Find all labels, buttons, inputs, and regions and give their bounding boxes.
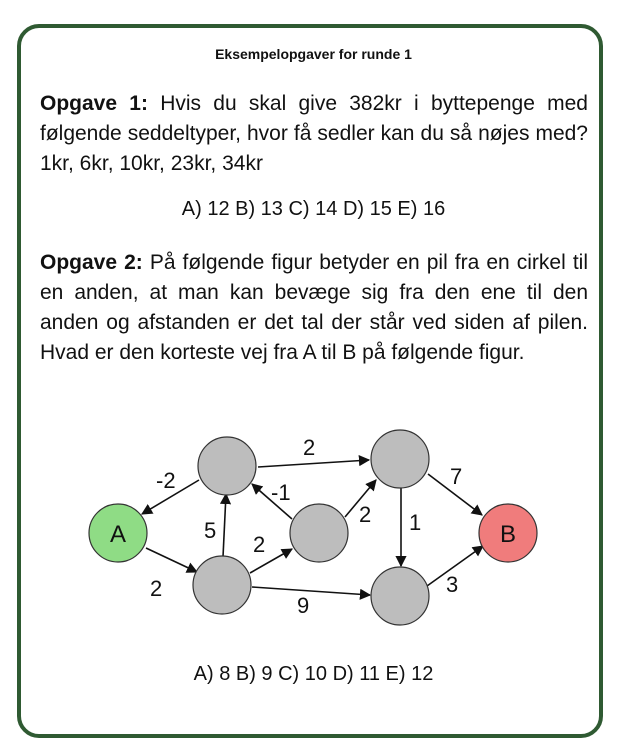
weight-bottom-to-mid: 2 — [253, 532, 266, 557]
task-2-answers: A) 8 B) 9 C) 10 D) 11 E) 12 — [193, 663, 434, 685]
node-bottom — [193, 556, 251, 614]
weight-topright-to-b: 7 — [450, 464, 463, 489]
node-b-label: B — [499, 521, 517, 548]
task-1-answers: A) 12 B) 13 C) 14 D) 15 E) 16 — [181, 198, 446, 220]
edge-a-to-bottom — [146, 548, 197, 572]
task-1-body: Hvis du skal give 382kr i byttepenge med følgende seddeltyper, hvor få sedler kan du så nøjes med? 1kr, 6kr, 10kr, 23kr, 34kr — [40, 92, 588, 175]
task-2-body: På følgende figur betyder en pil fra en cirkel til en anden, at man kan bevæge sig fra den ene til den anden og afstanden er det tal der står ved siden af pilen. Hvad er den korteste vej fra A til B på følgende figur. — [40, 251, 588, 364]
weight-mid-to-topright: 2 — [359, 502, 372, 527]
task-1-label: Opgave 1: — [40, 92, 148, 115]
page-title: Eksempelopgaver for runde 1 — [215, 46, 412, 62]
edge-top-to-topright — [258, 460, 369, 467]
node-top-right — [371, 430, 429, 488]
weight-top-to-topright: 2 — [303, 435, 316, 460]
node-mid — [290, 504, 348, 562]
weight-a-to-bottom: 2 — [150, 576, 163, 601]
edge-bottom-to-top — [223, 494, 226, 557]
weight-topright-to-bottomright: 1 — [409, 510, 422, 535]
weight-bottomright-to-b: 3 — [446, 572, 459, 597]
weight-bottom-to-top: 5 — [204, 518, 217, 543]
task-2-label: Opgave 2: — [40, 251, 143, 274]
weight-top-to-a: -2 — [156, 468, 176, 493]
node-a-label: A — [109, 521, 127, 548]
weight-mid-to-top: -1 — [271, 480, 291, 505]
node-bottom-right — [371, 567, 429, 625]
node-top — [198, 437, 256, 495]
edge-bottom-to-bottomright — [252, 587, 370, 595]
weight-bottom-to-bottomright: 9 — [297, 593, 310, 618]
